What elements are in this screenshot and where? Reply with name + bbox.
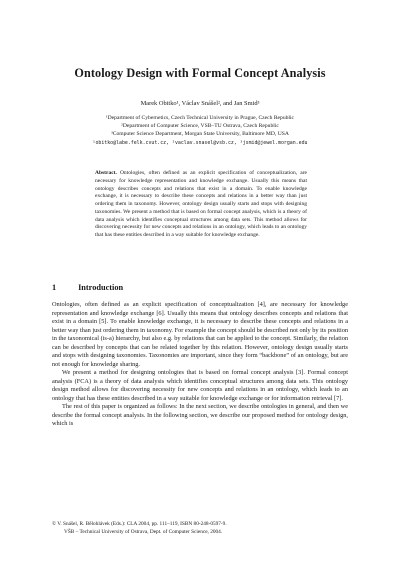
abstract-label: Abstract. — [95, 170, 117, 176]
footer-line-1: © V. Snášel, R. Bělohlávek (Eds.): CLA 2004, pp. 111–119, ISBN 80-248-0597-9. — [52, 521, 227, 527]
body-text — [52, 301, 348, 429]
paragraph-1: Ontologies, often defined as an explicit specification of conceptualization [4], are necessary for knowledge representation and knowledge exchange [6]. Usually this means that ontology describes concepts and relations that exist in a domain [5]. To enable knowledge exchange, it is necessary to describe these concepts and relations in a better way than just ordering them in taxonomy. For example the concept should be described not only by its position in the taxonomical (is-a) hierarchy, but also e.g. by relations that can be applied to the concept. Similarly, the relation can be described by concepts that can be related together by this relation. However, ontology design usually starts and stops with designing taxonomies. Taxonomies are important, since they form “backbone” of an ontology, but are not enough for knowledge sharing. — [52, 301, 348, 368]
footer-line-2: VŠB – Technical University of Ostrava, Dept. of Computer Science, 2004. — [64, 528, 223, 535]
paper-title: Ontology Design with Formal Concept Analysis — [74, 66, 326, 80]
copyright-footer — [52, 521, 348, 536]
paragraph-3: The rest of this paper is organized as follows: In the next section, we describe ontologies in general, and then we describe the formal concept analysis. In the following section, we describe our proposed method for ontology design, which is — [52, 403, 348, 427]
section-title: Introduction — [78, 283, 124, 292]
section-number: 1 — [52, 283, 57, 292]
paragraph-2: We present a method for designing ontologies that is based on formal concept analysis [3]. Formal concept analysis (FCA) is a theory of data analysis which identifies conceptual structures among data sets. This ontology design method allows for discovering necessity for new concepts and relations in an ontology, which leads to an ontology that has these entities described in a way suitable for knowledge exchange or for information retrieval [7]. — [52, 369, 348, 402]
section-heading — [52, 283, 123, 292]
abstract-text: Ontologies, often defined as an explicit specification of conceptualization, are necessary for knowledge representation and knowledge exchange. Usually this means that ontology describes concepts and relations that exist in a domain. To enable knowledge exchange, it is necessary to describe these concepts and relations in a better way than just ordering them in taxonomy. However, ontology design usually starts and stops with designing taxonomies. We present a method that is based on formal concept analysis, which is a theory of data analysis which identifies conceptual structures among data sets. This method allows for discovering necessity for new concepts and relations in an ontology, which leads to an ontology that has these entities described in a way suitable for knowledge exchange. — [95, 170, 307, 238]
affiliation-1: ¹Department of Cybernetics, Czech Technical University in Prague, Czech Republic — [105, 115, 295, 121]
affiliation-2: ²Department of Computer Science, VSB–TU Ostrava, Czech Republic — [121, 123, 279, 129]
author-list: Marek Obitko¹, Václav Snášel², and Jan Smid³ — [140, 100, 260, 107]
affiliation-3: ³Computer Science Department, Morgan State University, Baltimore MD, USA — [111, 131, 289, 137]
author-emails: ¹obitko@labe.felk.cvut.cz, ²vaclav.snasel@vsb.cz, ³jsmid@jewel.morgan.edu — [92, 140, 308, 146]
abstract — [95, 170, 307, 240]
